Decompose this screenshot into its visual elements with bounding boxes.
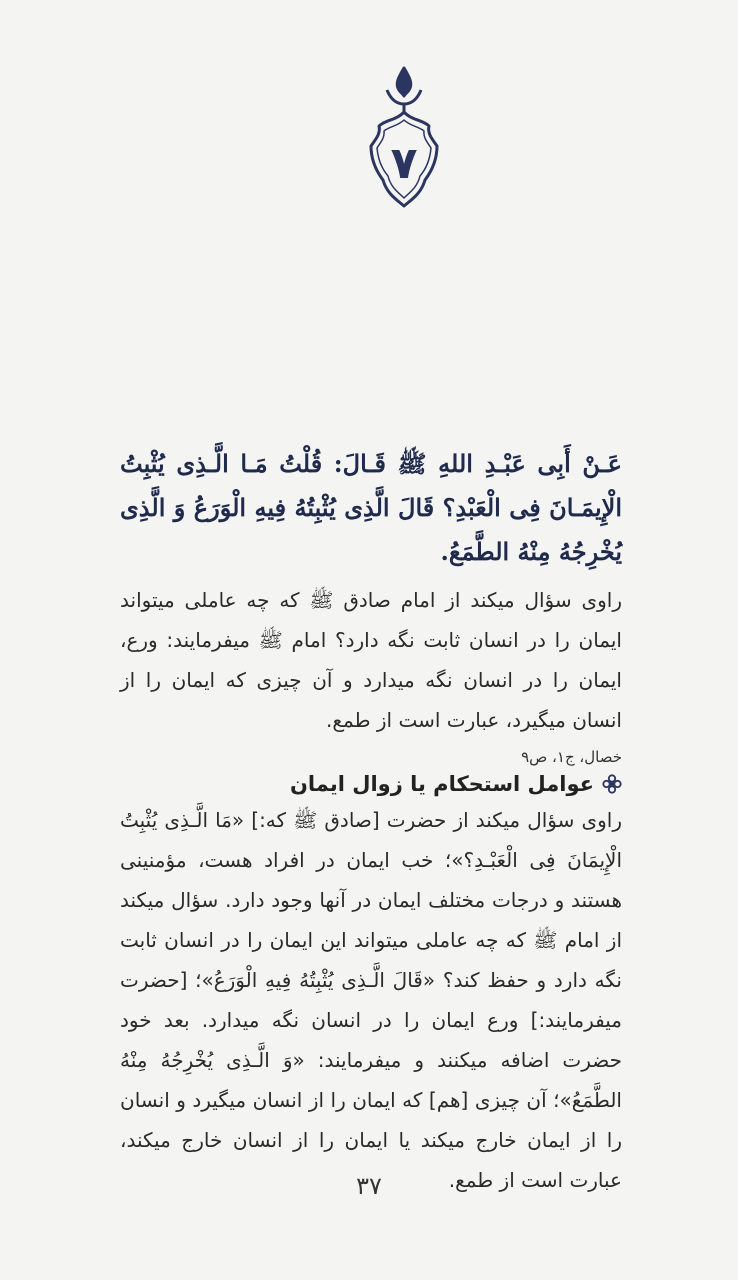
- hadith-block: [120, 442, 622, 766]
- chapter-number: ۷: [390, 138, 418, 189]
- page-number: ۳۷: [356, 1172, 382, 1200]
- section-title: عوامل استحکام یا زوال ایمان: [289, 772, 594, 796]
- hadith-reference: خصال، ج۱، ص۹: [521, 748, 622, 766]
- hadith-arabic-text: عَـنْ أَبِی عَبْـدِ اللهِ ﷺ قَـالَ: قُلْتُ مَـا الَّـذِی یُثْبِتُ الْإِیمَـانَ فِی الْعَبْدِ؟ قَالَ الَّذِی یُثْبِتُهُ فِیهِ الْوَرَعُ وَ الَّذِی یُخْرِجُهُ مِنْهُ الطَّمَعُ.: [120, 449, 623, 566]
- section-body-text: راوی سؤال میکند از حضرت [صادق ﷺ که:] «مَا الَّـذِی یُثْبِتُ الْإِیمَانَ فِی الْعَبْـدِ؟»؛ خب ایمان در افراد هست، مؤمنینی هستند و درجات مختلف ایمان در آنها وجود دارد. سؤال میکند از امام ﷺ که چه عاملی میتواند این ایمان را در انسان ثابت نگه دارد و حفظ کند؟ «قَالَ الَّـذِی یُثْبِتُهُ فِیهِ الْوَرَعُ»؛ [حضرت میفرمایند:] ورع ایمان را در انسان نگه میدارد. بعد خود حضرت اضافه میکنند و میفرمایند: «وَ الَّـذِی یُخْرِجُهُ مِنْهُ الطَّمَعُ»؛ آن چیزی [هم] که ایمان را از انسان میگیرد و انسان را از ایمان خارج میکند یا ایمان را از انسان خارج میکند، عبارت است از طمع.: [120, 808, 622, 1192]
- section-heading: [120, 772, 622, 796]
- flower-icon: [602, 774, 622, 794]
- chapter-ornament: [357, 60, 451, 220]
- hadith-translation: راوی سؤال میکند از امام صادق ﷺ که چه عاملی میتواند ایمان را در انسان ثابت نگه دارد؟ امام ﷺ میفرمایند: ورع، ایمان را در انسان نگه میدارد و آن چیزی که ایمان را از انسان میگیرد، عبارت است از طمع.: [120, 588, 622, 732]
- section-block: [120, 772, 622, 1200]
